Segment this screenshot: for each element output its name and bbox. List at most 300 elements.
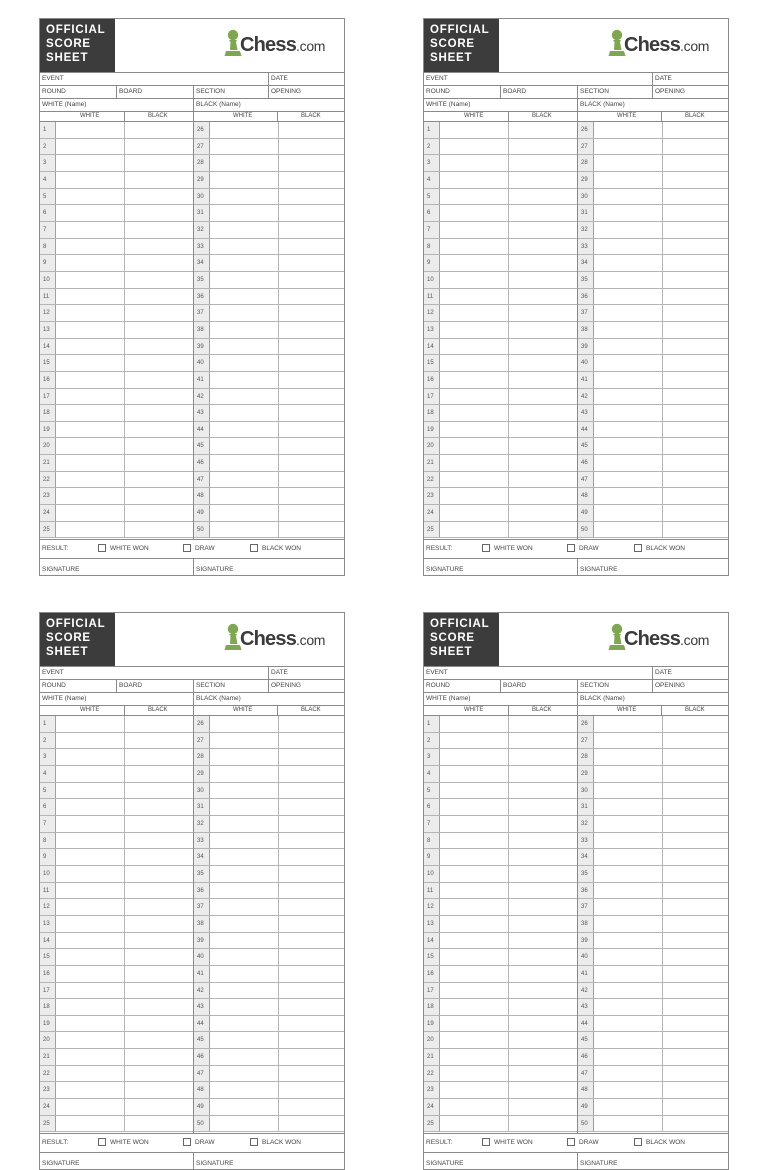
white-move-cell[interactable] — [440, 139, 509, 155]
black-move-cell[interactable] — [508, 139, 577, 155]
black-move-cell[interactable] — [662, 749, 729, 765]
white-move-cell[interactable] — [56, 899, 125, 915]
black-move-cell[interactable] — [662, 966, 729, 982]
black-move-cell[interactable] — [662, 505, 729, 521]
black-move-cell[interactable] — [662, 816, 729, 832]
black-won-checkbox[interactable] — [250, 1138, 258, 1146]
black-move-cell[interactable] — [662, 205, 729, 221]
black-move-cell[interactable] — [662, 766, 729, 782]
white-move-cell[interactable] — [56, 733, 125, 749]
black-move-cell[interactable] — [662, 933, 729, 949]
black-move-cell[interactable] — [124, 122, 193, 138]
white-move-cell[interactable] — [440, 999, 509, 1015]
white-move-cell[interactable] — [594, 816, 663, 832]
black-move-cell[interactable] — [508, 405, 577, 421]
black-move-cell[interactable] — [124, 505, 193, 521]
black-move-cell[interactable] — [278, 239, 345, 255]
black-move-cell[interactable] — [278, 255, 345, 271]
black-move-cell[interactable] — [662, 355, 729, 371]
white-move-cell[interactable] — [594, 505, 663, 521]
black-move-cell[interactable] — [662, 1066, 729, 1082]
white-move-cell[interactable] — [210, 966, 279, 982]
black-move-cell[interactable] — [124, 405, 193, 421]
black-move-cell[interactable] — [662, 833, 729, 849]
white-move-cell[interactable] — [440, 422, 509, 438]
black-move-cell[interactable] — [508, 422, 577, 438]
black-move-cell[interactable] — [278, 833, 345, 849]
white-move-cell[interactable] — [440, 799, 509, 815]
white-move-cell[interactable] — [210, 505, 279, 521]
black-move-cell[interactable] — [124, 422, 193, 438]
black-won-checkbox[interactable] — [634, 544, 642, 552]
white-move-cell[interactable] — [594, 472, 663, 488]
white-move-cell[interactable] — [210, 933, 279, 949]
white-move-cell[interactable] — [440, 222, 509, 238]
black-move-cell[interactable] — [662, 1082, 729, 1098]
white-move-cell[interactable] — [594, 488, 663, 504]
white-move-cell[interactable] — [594, 883, 663, 899]
white-move-cell[interactable] — [210, 122, 279, 138]
white-move-cell[interactable] — [594, 255, 663, 271]
white-move-cell[interactable] — [210, 372, 279, 388]
black-move-cell[interactable] — [124, 783, 193, 799]
black-move-cell[interactable] — [124, 488, 193, 504]
white-move-cell[interactable] — [210, 438, 279, 454]
white-move-cell[interactable] — [210, 833, 279, 849]
black-move-cell[interactable] — [662, 883, 729, 899]
black-move-cell[interactable] — [124, 172, 193, 188]
black-move-cell[interactable] — [508, 949, 577, 965]
black-move-cell[interactable] — [278, 966, 345, 982]
white-move-cell[interactable] — [210, 322, 279, 338]
black-move-cell[interactable] — [508, 933, 577, 949]
black-move-cell[interactable] — [278, 733, 345, 749]
black-move-cell[interactable] — [508, 272, 577, 288]
black-move-cell[interactable] — [508, 239, 577, 255]
white-move-cell[interactable] — [210, 1116, 279, 1132]
white-move-cell[interactable] — [56, 172, 125, 188]
black-move-cell[interactable] — [278, 983, 345, 999]
black-move-cell[interactable] — [124, 372, 193, 388]
black-move-cell[interactable] — [662, 916, 729, 932]
black-move-cell[interactable] — [278, 189, 345, 205]
white-move-cell[interactable] — [440, 1066, 509, 1082]
white-move-cell[interactable] — [594, 983, 663, 999]
white-move-cell[interactable] — [56, 255, 125, 271]
black-move-cell[interactable] — [508, 849, 577, 865]
black-move-cell[interactable] — [124, 189, 193, 205]
white-move-cell[interactable] — [210, 189, 279, 205]
white-move-cell[interactable] — [56, 339, 125, 355]
black-move-cell[interactable] — [278, 999, 345, 1015]
black-move-cell[interactable] — [278, 289, 345, 305]
black-move-cell[interactable] — [508, 289, 577, 305]
black-move-cell[interactable] — [662, 372, 729, 388]
white-move-cell[interactable] — [594, 1066, 663, 1082]
white-move-cell[interactable] — [594, 389, 663, 405]
white-move-cell[interactable] — [210, 1032, 279, 1048]
black-move-cell[interactable] — [278, 933, 345, 949]
white-move-cell[interactable] — [210, 339, 279, 355]
black-move-cell[interactable] — [124, 983, 193, 999]
white-move-cell[interactable] — [594, 833, 663, 849]
white-move-cell[interactable] — [594, 155, 663, 171]
black-won-checkbox[interactable] — [634, 1138, 642, 1146]
white-move-cell[interactable] — [210, 389, 279, 405]
white-move-cell[interactable] — [440, 122, 509, 138]
white-move-cell[interactable] — [210, 222, 279, 238]
white-move-cell[interactable] — [594, 205, 663, 221]
black-move-cell[interactable] — [662, 455, 729, 471]
black-move-cell[interactable] — [278, 522, 345, 538]
black-move-cell[interactable] — [124, 472, 193, 488]
black-move-cell[interactable] — [662, 899, 729, 915]
white-move-cell[interactable] — [440, 716, 509, 732]
black-move-cell[interactable] — [278, 222, 345, 238]
black-move-cell[interactable] — [662, 272, 729, 288]
black-move-cell[interactable] — [278, 799, 345, 815]
black-move-cell[interactable] — [508, 966, 577, 982]
white-move-cell[interactable] — [440, 766, 509, 782]
white-move-cell[interactable] — [440, 172, 509, 188]
black-move-cell[interactable] — [662, 1116, 729, 1132]
black-move-cell[interactable] — [278, 205, 345, 221]
white-move-cell[interactable] — [210, 139, 279, 155]
white-move-cell[interactable] — [56, 849, 125, 865]
white-move-cell[interactable] — [56, 272, 125, 288]
black-move-cell[interactable] — [124, 1032, 193, 1048]
black-move-cell[interactable] — [124, 205, 193, 221]
white-move-cell[interactable] — [56, 389, 125, 405]
black-move-cell[interactable] — [662, 999, 729, 1015]
black-move-cell[interactable] — [124, 949, 193, 965]
black-move-cell[interactable] — [662, 389, 729, 405]
black-move-cell[interactable] — [124, 1082, 193, 1098]
black-move-cell[interactable] — [508, 455, 577, 471]
black-move-cell[interactable] — [662, 866, 729, 882]
white-move-cell[interactable] — [56, 1082, 125, 1098]
white-move-cell[interactable] — [594, 799, 663, 815]
white-move-cell[interactable] — [210, 255, 279, 271]
black-move-cell[interactable] — [662, 983, 729, 999]
black-move-cell[interactable] — [508, 716, 577, 732]
white-move-cell[interactable] — [210, 455, 279, 471]
white-move-cell[interactable] — [210, 916, 279, 932]
black-move-cell[interactable] — [124, 438, 193, 454]
white-move-cell[interactable] — [210, 305, 279, 321]
white-move-cell[interactable] — [210, 766, 279, 782]
black-move-cell[interactable] — [662, 289, 729, 305]
white-move-cell[interactable] — [594, 239, 663, 255]
white-move-cell[interactable] — [440, 833, 509, 849]
white-move-cell[interactable] — [56, 372, 125, 388]
black-move-cell[interactable] — [508, 255, 577, 271]
white-move-cell[interactable] — [56, 289, 125, 305]
black-move-cell[interactable] — [124, 733, 193, 749]
black-move-cell[interactable] — [278, 883, 345, 899]
white-move-cell[interactable] — [440, 783, 509, 799]
white-move-cell[interactable] — [210, 172, 279, 188]
black-move-cell[interactable] — [508, 899, 577, 915]
black-move-cell[interactable] — [508, 155, 577, 171]
black-move-cell[interactable] — [124, 239, 193, 255]
white-move-cell[interactable] — [210, 488, 279, 504]
black-move-cell[interactable] — [662, 122, 729, 138]
white-move-cell[interactable] — [594, 1049, 663, 1065]
white-move-cell[interactable] — [56, 999, 125, 1015]
white-move-cell[interactable] — [56, 883, 125, 899]
white-move-cell[interactable] — [440, 389, 509, 405]
white-move-cell[interactable] — [440, 405, 509, 421]
black-move-cell[interactable] — [508, 866, 577, 882]
black-move-cell[interactable] — [278, 716, 345, 732]
white-won-checkbox[interactable] — [482, 1138, 490, 1146]
black-move-cell[interactable] — [662, 422, 729, 438]
white-move-cell[interactable] — [594, 783, 663, 799]
black-move-cell[interactable] — [508, 833, 577, 849]
black-move-cell[interactable] — [278, 949, 345, 965]
black-move-cell[interactable] — [508, 883, 577, 899]
black-move-cell[interactable] — [508, 222, 577, 238]
white-move-cell[interactable] — [594, 272, 663, 288]
black-move-cell[interactable] — [278, 783, 345, 799]
black-move-cell[interactable] — [662, 222, 729, 238]
black-move-cell[interactable] — [508, 472, 577, 488]
white-move-cell[interactable] — [594, 999, 663, 1015]
black-move-cell[interactable] — [124, 849, 193, 865]
white-move-cell[interactable] — [56, 488, 125, 504]
black-move-cell[interactable] — [508, 766, 577, 782]
white-move-cell[interactable] — [56, 766, 125, 782]
white-move-cell[interactable] — [56, 1099, 125, 1115]
white-move-cell[interactable] — [594, 966, 663, 982]
white-move-cell[interactable] — [56, 122, 125, 138]
white-move-cell[interactable] — [440, 455, 509, 471]
white-move-cell[interactable] — [440, 372, 509, 388]
black-move-cell[interactable] — [508, 438, 577, 454]
white-move-cell[interactable] — [56, 916, 125, 932]
black-move-cell[interactable] — [124, 255, 193, 271]
white-move-cell[interactable] — [594, 749, 663, 765]
black-move-cell[interactable] — [124, 139, 193, 155]
black-move-cell[interactable] — [124, 716, 193, 732]
black-move-cell[interactable] — [662, 522, 729, 538]
black-move-cell[interactable] — [124, 522, 193, 538]
white-move-cell[interactable] — [594, 1082, 663, 1098]
black-move-cell[interactable] — [124, 899, 193, 915]
black-move-cell[interactable] — [124, 322, 193, 338]
white-move-cell[interactable] — [210, 949, 279, 965]
white-move-cell[interactable] — [440, 1116, 509, 1132]
black-move-cell[interactable] — [508, 783, 577, 799]
black-move-cell[interactable] — [508, 1032, 577, 1048]
white-move-cell[interactable] — [56, 816, 125, 832]
white-move-cell[interactable] — [440, 933, 509, 949]
black-move-cell[interactable] — [124, 999, 193, 1015]
white-move-cell[interactable] — [210, 749, 279, 765]
black-move-cell[interactable] — [508, 1066, 577, 1082]
black-move-cell[interactable] — [124, 966, 193, 982]
white-move-cell[interactable] — [56, 749, 125, 765]
white-move-cell[interactable] — [210, 799, 279, 815]
white-move-cell[interactable] — [594, 139, 663, 155]
black-move-cell[interactable] — [278, 422, 345, 438]
black-move-cell[interactable] — [278, 916, 345, 932]
black-move-cell[interactable] — [662, 255, 729, 271]
white-move-cell[interactable] — [594, 733, 663, 749]
black-move-cell[interactable] — [508, 122, 577, 138]
white-move-cell[interactable] — [210, 405, 279, 421]
white-move-cell[interactable] — [210, 783, 279, 799]
white-move-cell[interactable] — [210, 522, 279, 538]
black-move-cell[interactable] — [124, 272, 193, 288]
white-move-cell[interactable] — [594, 172, 663, 188]
white-move-cell[interactable] — [56, 455, 125, 471]
white-move-cell[interactable] — [594, 438, 663, 454]
white-move-cell[interactable] — [56, 472, 125, 488]
white-move-cell[interactable] — [594, 222, 663, 238]
white-move-cell[interactable] — [210, 205, 279, 221]
white-move-cell[interactable] — [594, 372, 663, 388]
white-move-cell[interactable] — [440, 1099, 509, 1115]
white-move-cell[interactable] — [594, 1099, 663, 1115]
black-move-cell[interactable] — [124, 1116, 193, 1132]
white-move-cell[interactable] — [56, 1066, 125, 1082]
white-move-cell[interactable] — [210, 355, 279, 371]
white-move-cell[interactable] — [440, 849, 509, 865]
black-move-cell[interactable] — [662, 438, 729, 454]
draw-checkbox[interactable] — [567, 544, 575, 552]
black-move-cell[interactable] — [278, 438, 345, 454]
white-move-cell[interactable] — [210, 866, 279, 882]
white-move-cell[interactable] — [440, 355, 509, 371]
black-move-cell[interactable] — [278, 766, 345, 782]
black-move-cell[interactable] — [124, 289, 193, 305]
white-move-cell[interactable] — [440, 322, 509, 338]
black-move-cell[interactable] — [278, 472, 345, 488]
draw-checkbox[interactable] — [567, 1138, 575, 1146]
white-move-cell[interactable] — [594, 122, 663, 138]
black-move-cell[interactable] — [662, 799, 729, 815]
white-move-cell[interactable] — [56, 1049, 125, 1065]
white-move-cell[interactable] — [56, 422, 125, 438]
white-move-cell[interactable] — [440, 189, 509, 205]
white-move-cell[interactable] — [56, 505, 125, 521]
white-move-cell[interactable] — [210, 716, 279, 732]
black-move-cell[interactable] — [508, 488, 577, 504]
draw-checkbox[interactable] — [183, 1138, 191, 1146]
black-move-cell[interactable] — [278, 816, 345, 832]
black-move-cell[interactable] — [278, 1099, 345, 1115]
white-move-cell[interactable] — [56, 139, 125, 155]
black-move-cell[interactable] — [124, 766, 193, 782]
white-move-cell[interactable] — [56, 1116, 125, 1132]
white-move-cell[interactable] — [594, 322, 663, 338]
white-move-cell[interactable] — [440, 749, 509, 765]
black-move-cell[interactable] — [278, 455, 345, 471]
white-move-cell[interactable] — [440, 733, 509, 749]
black-move-cell[interactable] — [278, 155, 345, 171]
black-move-cell[interactable] — [508, 505, 577, 521]
white-move-cell[interactable] — [56, 222, 125, 238]
black-move-cell[interactable] — [278, 488, 345, 504]
black-move-cell[interactable] — [278, 1082, 345, 1098]
white-move-cell[interactable] — [56, 933, 125, 949]
white-move-cell[interactable] — [56, 355, 125, 371]
white-move-cell[interactable] — [440, 305, 509, 321]
black-move-cell[interactable] — [508, 305, 577, 321]
black-move-cell[interactable] — [508, 1099, 577, 1115]
black-move-cell[interactable] — [662, 305, 729, 321]
black-move-cell[interactable] — [508, 816, 577, 832]
white-move-cell[interactable] — [210, 899, 279, 915]
black-move-cell[interactable] — [662, 949, 729, 965]
black-won-checkbox[interactable] — [250, 544, 258, 552]
black-move-cell[interactable] — [124, 305, 193, 321]
black-move-cell[interactable] — [278, 139, 345, 155]
black-move-cell[interactable] — [662, 172, 729, 188]
white-move-cell[interactable] — [210, 816, 279, 832]
black-move-cell[interactable] — [278, 1049, 345, 1065]
white-move-cell[interactable] — [56, 833, 125, 849]
white-move-cell[interactable] — [210, 1099, 279, 1115]
black-move-cell[interactable] — [508, 339, 577, 355]
black-move-cell[interactable] — [124, 155, 193, 171]
white-move-cell[interactable] — [440, 505, 509, 521]
white-move-cell[interactable] — [210, 733, 279, 749]
white-move-cell[interactable] — [440, 883, 509, 899]
white-move-cell[interactable] — [440, 255, 509, 271]
draw-checkbox[interactable] — [183, 544, 191, 552]
black-move-cell[interactable] — [124, 1099, 193, 1115]
white-won-checkbox[interactable] — [482, 544, 490, 552]
black-move-cell[interactable] — [124, 222, 193, 238]
black-move-cell[interactable] — [278, 172, 345, 188]
white-move-cell[interactable] — [594, 716, 663, 732]
black-move-cell[interactable] — [508, 749, 577, 765]
white-move-cell[interactable] — [440, 966, 509, 982]
white-move-cell[interactable] — [440, 239, 509, 255]
white-move-cell[interactable] — [440, 339, 509, 355]
black-move-cell[interactable] — [662, 1032, 729, 1048]
white-move-cell[interactable] — [440, 522, 509, 538]
black-move-cell[interactable] — [508, 983, 577, 999]
white-move-cell[interactable] — [440, 983, 509, 999]
white-move-cell[interactable] — [594, 1032, 663, 1048]
black-move-cell[interactable] — [278, 749, 345, 765]
black-move-cell[interactable] — [124, 339, 193, 355]
black-move-cell[interactable] — [508, 322, 577, 338]
black-move-cell[interactable] — [278, 339, 345, 355]
black-move-cell[interactable] — [662, 189, 729, 205]
black-move-cell[interactable] — [662, 488, 729, 504]
black-move-cell[interactable] — [508, 205, 577, 221]
white-move-cell[interactable] — [594, 866, 663, 882]
white-move-cell[interactable] — [594, 455, 663, 471]
black-move-cell[interactable] — [662, 849, 729, 865]
black-move-cell[interactable] — [278, 322, 345, 338]
black-move-cell[interactable] — [278, 405, 345, 421]
white-move-cell[interactable] — [594, 1116, 663, 1132]
white-move-cell[interactable] — [210, 983, 279, 999]
black-move-cell[interactable] — [278, 122, 345, 138]
black-move-cell[interactable] — [278, 1032, 345, 1048]
black-move-cell[interactable] — [508, 1116, 577, 1132]
white-move-cell[interactable] — [210, 422, 279, 438]
white-move-cell[interactable] — [440, 1032, 509, 1048]
white-move-cell[interactable] — [56, 1032, 125, 1048]
white-move-cell[interactable] — [56, 799, 125, 815]
